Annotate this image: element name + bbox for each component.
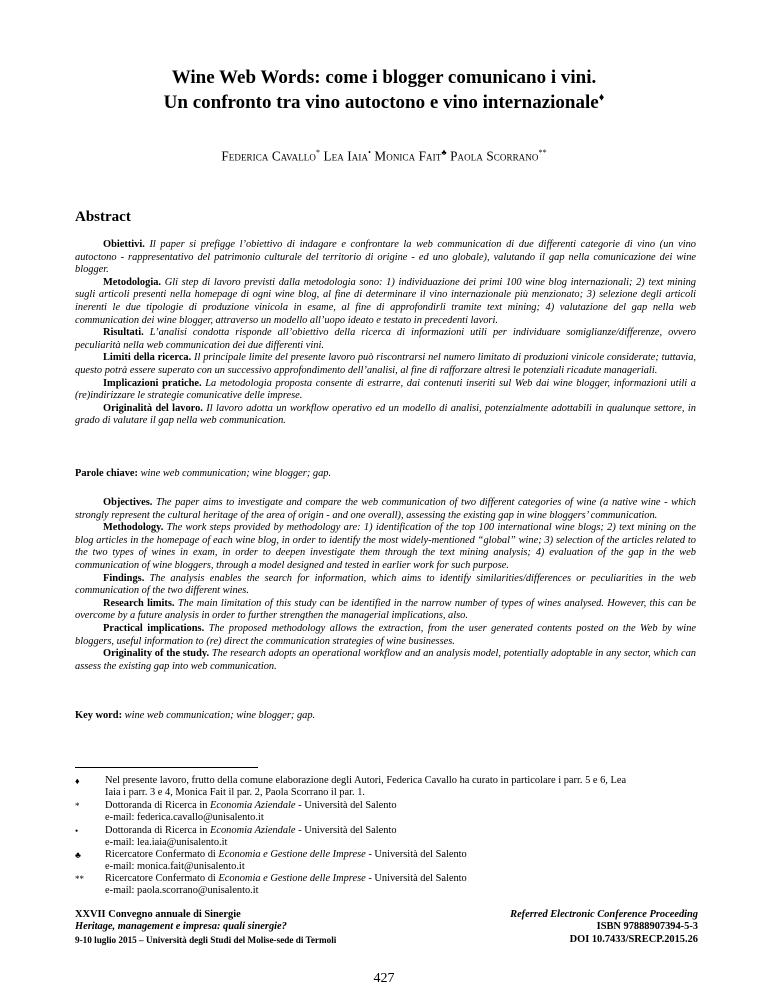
- abstract-paragraph: Originalità del lavoro. Il lavoro adotta un workflow operativo ed un modello di analisi, potenzialmente adottabili in qualunque settore, in grado di valutare il gap nella web communication.: [75, 402, 696, 427]
- abstract-paragraph: Practical implications. The proposed methodology allows the extraction, from the user generated contents posted on the Web by wine bloggers, useful information to (re) direct the communication strategies of wine businesses.: [75, 622, 697, 647]
- section-label: Limiti della ricerca.: [103, 352, 192, 364]
- section-label: Obiettivi.: [103, 239, 145, 250]
- author-name: Lea Iaia: [323, 148, 369, 164]
- author-mark: *: [316, 148, 321, 157]
- section-label: Methodology.: [103, 522, 164, 534]
- author-mark: **: [538, 148, 547, 157]
- author-name: Paola Scorrano: [450, 148, 539, 164]
- abstract-paragraph: Research limits. The main limitation of this study can be identified in the narrow number of types of wines analysed. However, this can be overcome by a future analysis in order to further strengthen the managerial implications, also.: [75, 597, 697, 622]
- abstract-paragraph: Risultati. L’analisi condotta risponde all’obiettivo della ricerca di informazioni utili per individuare somiglianze/differenze, ovvero peculiarità nella web communication dei due differenti vini.: [75, 327, 696, 351]
- title-footnote-mark: ♦: [598, 91, 605, 104]
- author-email: e-mail: monica.fait@unisalento.it: [105, 861, 245, 873]
- author-mark: ♣: [441, 148, 447, 157]
- author-name: Federica Cavallo: [221, 148, 317, 164]
- title-line-2: Un confronto tra vino autoctono e vino internazionale♦: [163, 91, 605, 113]
- abstract-paragraph: Findings. The analysis enables the search for information, which aims to identify similarities/differences or peculiarities in the web communication of the two different wines.: [75, 572, 696, 597]
- section-label: Implicazioni pratiche.: [103, 377, 202, 389]
- section-label: Findings.: [103, 572, 145, 584]
- keywords-english: Key word: wine web communication; wine blogger; gap.: [75, 710, 316, 721]
- section-label: Research limits.: [103, 597, 175, 609]
- author-email: e-mail: paola.scorrano@unisalento.it: [105, 885, 259, 897]
- abstract-paragraph: Methodology. The work steps provided by methodology are: 1) identification of the top 100 international wine blogs; 2) text mining on the blog articles in the homepage of each wine blog, in order to identify the most widely-mentioned “global” wine; 3) selection of the articles related to the two types of wines in exam, in order to deepen investigate them through the text mining analysis; 4) evaluation of the gap in the web communication of wine bloggers, through a model designed and tested in earlier work for such purpose.: [75, 522, 696, 571]
- abstract-paragraph: Originality of the study. The research adopts an operational workflow and an analysis model, potentially adoptable in any sector, which can assess the existing gap into web communication.: [75, 648, 696, 672]
- section-label: Risultati.: [103, 327, 144, 339]
- abstract-heading: Abstract: [75, 209, 131, 225]
- author-list: [40, 148, 728, 164]
- footnote-divider: [75, 767, 258, 768]
- footnote-mark: **: [75, 874, 84, 884]
- keywords-italian: Parole chiave: wine web communication; wine blogger; gap.: [75, 468, 332, 479]
- abstract-paragraph: Implicazioni pratiche. La metodologia proposta consente di estrarre, dai contenuti inseriti sul Web dai wine blogger, informazioni utili a (re)indirizzare le strategie comunicative delle imprese.: [75, 377, 696, 402]
- footnote-mark: *: [75, 801, 80, 811]
- author-name: Monica Fait: [374, 148, 442, 164]
- footnote-mark: ♦: [75, 776, 80, 786]
- paper-title: [40, 65, 728, 115]
- proceeding-info: Referred Electronic Conference Proceeding ISBN 97888907394-5-3 DOI 10.7433/SRECP.2015.26: [510, 909, 698, 945]
- abstract-english: [75, 497, 696, 673]
- abstract-paragraph: Limiti della ricerca. Il principale limite del presente lavoro può riscontrarsi nel numero limitato di produzioni vinicole considerate; tuttavia, questo potrà essere superato con un successivo approfondimento dell’analisi, al fine di rafforzare altresì le potenziali ricadute manageriali.: [75, 352, 696, 376]
- section-label: Objectives.: [103, 497, 153, 508]
- footnote-mark: •: [75, 826, 79, 836]
- abstract-paragraph: Obiettivi. Il paper si prefigge l’obiettivo di indagare e confrontare la web communication di due differenti categorie di vino (un vino autoctono - rappresentativo del patrimonio culturale del territorio di origine - ed uno globale), valutando il gap nella comunicazione dei wine blogger.: [75, 239, 696, 276]
- section-label: Metodologia.: [103, 276, 162, 288]
- abstract-paragraph: Objectives. The paper aims to investigate and compare the web communication of two different categories of wine (a native wine - which strongly represent the cultural heritage of the area of origin - and one overall), assessing the existing gap in wine bloggers’ communication.: [75, 497, 696, 521]
- section-label: Originalità del lavoro.: [103, 402, 203, 414]
- conference-info: XXVII Convegno annuale di Sinergie Heritage, management e impresa: quali sinergie? 9-10 luglio 2015 – Università degli Studi del Molise-sede di Termoli: [75, 909, 337, 945]
- abstract-paragraph: Metodologia. Gli step di lavoro previsti dalla metodologia sono: 1) individuazione dei primi 100 wine blog internazionali; 2) text mining sugli articoli presenti nella homepage di ogni wine blog, al fine di determinare il vino internazionale più menzionato; 3) selezione degli articoli inerenti le due tipologie di produzione vinicola in esame, al fine di approfondirli tramite text mining; 4) valutazione del gap nella web communication dei wine blogger, attraverso un modello all’uopo ideato e testato in precedenti lavori.: [75, 276, 696, 326]
- footnote-mark: ♣: [75, 850, 81, 860]
- title-line-1: Wine Web Words: come i blogger comunicano i vini.: [171, 67, 597, 88]
- paper-page: Wine Web Words: come i blogger comunicano i vini. Un confronto tra vino autoctono e vino internazionale♦ Federica Cavallo* Lea Iaia• Monica Fait♣ Paola Scorrano** Abstract Obiettivi. Il paper si prefigge l’obiettivo di indagare e confrontare la web communication di due differenti categorie di vino (un vino autoctono - rappresentativo del patrimonio culturale del territorio di origine - ed uno globale), valutando il gap nella comunicazione dei wine blogger. Metodologia. Gli step di lavoro previsti dalla metodologia sono: 1) individuazione dei primi 100 wine blog internazionali; 2) text mining sugli articoli presenti nella homepage di ogni wine blog, al fine di determinare il vino internazionale più menzionato; 3) selezione degli articoli inerenti le due tipologie di produzione vinicola in esame, al fine di approfondirli tramite text mining; 4) valutazione del gap nella web communication dei wine blogger, attraverso un modello all’uopo ideato e testato in precedenti lavori. Risultati. L’analisi condotta risponde all’obiettivo della ricerca di informazioni utili per individuare somiglianze/differenze, ovvero peculiarità nella web communication dei due differenti vini. Limiti della ricerca. Il principale limite del presente lavoro può riscontrarsi nel numero limitato di produzioni vinicole considerate; tuttavia, questo potrà essere superato con un successivo approfondimento dell’analisi, al fine di rafforzare altresì le potenziali ricadute manageriali. Implicazioni pratiche. La metodologia proposta consente di estrarre, dai contenuti inseriti sul Web dai wine blogger, informazioni utili a (re)indirizzare le strategie comunicative delle imprese. Originalità del lavoro. Il lavoro adotta un workflow operativo ed un modello di analisi, potenzialmente adottabili in qualunque settore, in grado di valutare il gap nella web communication. Parole chiave: wine web communication; wine blogger; gap. Objectives. The paper aims to investigate and compare the web communication of two different categories of wine (a native wine - which strongly represent the cultural heritage of the area of origin - and one overall), assessing the existing gap in wine bloggers’ communication. Methodology. The work steps provided by methodology are: 1) identification of the top 100 international wine blogs; 2) text mining on the blog articles in the homepage of each wine blog, in order to identify the most widely-mentioned “global” wine; 3) selection of the articles related to the two types of wines in exam, in order to deepen investigate them through the text mining analysis; 4) evaluation of the gap in the web communication of wine bloggers, through a model designed and tested in earlier work for such purpose. Findings. The analysis enables the search for information, which aims to identify similarities/differences or peculiarities in the web communication of the two different wines. Research limits. The main limitation of this study can be identified in the narrow number of types of wines analysed. However, this can be overcome by a future analysis in order to further strengthen the managerial implications, also. Practical implications. The proposed methodology allows the extraction, from the user generated contents posted on the Web by wine bloggers, useful information to (re) direct the communication strategies of wine businesses. Originality of the study. The research adopts an operational workflow and an analysis model, potentially adoptable in any sector, which can assess the existing gap into web communication. Key word: wine web communication; wine blogger; gap. ♦ Nel presente lavoro, frutto della comune elaborazione degli Autori, Federica Cavallo ha curato in particolare i parr. 5 e 6, Lea Iaia i parr. 3 e 4, Monica Fait il par. 2, Paola Scorrano il par. 1. * Dottoranda di Ricerca in Economia Aziendale - Università del Salento e-mail: federica.cavallo@unisalento.it • Dottoranda di Ricerca in Economia Aziendale - Università del Salento e-mail: lea.iaia@unisalento.it ♣ Ricercatore Confermato di Economia e Gestione delle Imprese - Università del Salento e-mail: monica.fait@unisalento.it ** Ricercatore Confermato di Economia e Gestione delle Imprese - Università del Salento e-mail: paola.scorrano@unisalento.it XXVII Convegno annuale di Sinergie Heritage, management e impresa: quali sinergie? 9-10 luglio 2015 – Università degli Studi del Molise-sede di Termoli Referred Electronic Conference Proceeding ISBN 97888907394-5-3 DOI 10.7433/SRECP.2015.26 427: [0, 0, 768, 994]
- abstract-italian: [75, 239, 696, 428]
- author-mark: •: [368, 148, 371, 157]
- author-email: e-mail: lea.iaia@unisalento.it: [105, 837, 228, 849]
- section-label: Originality of the study.: [103, 648, 210, 660]
- author-email: e-mail: federica.cavallo@unisalento.it: [105, 812, 264, 824]
- section-label: Practical implications.: [103, 622, 205, 634]
- page-number: 427: [373, 971, 395, 986]
